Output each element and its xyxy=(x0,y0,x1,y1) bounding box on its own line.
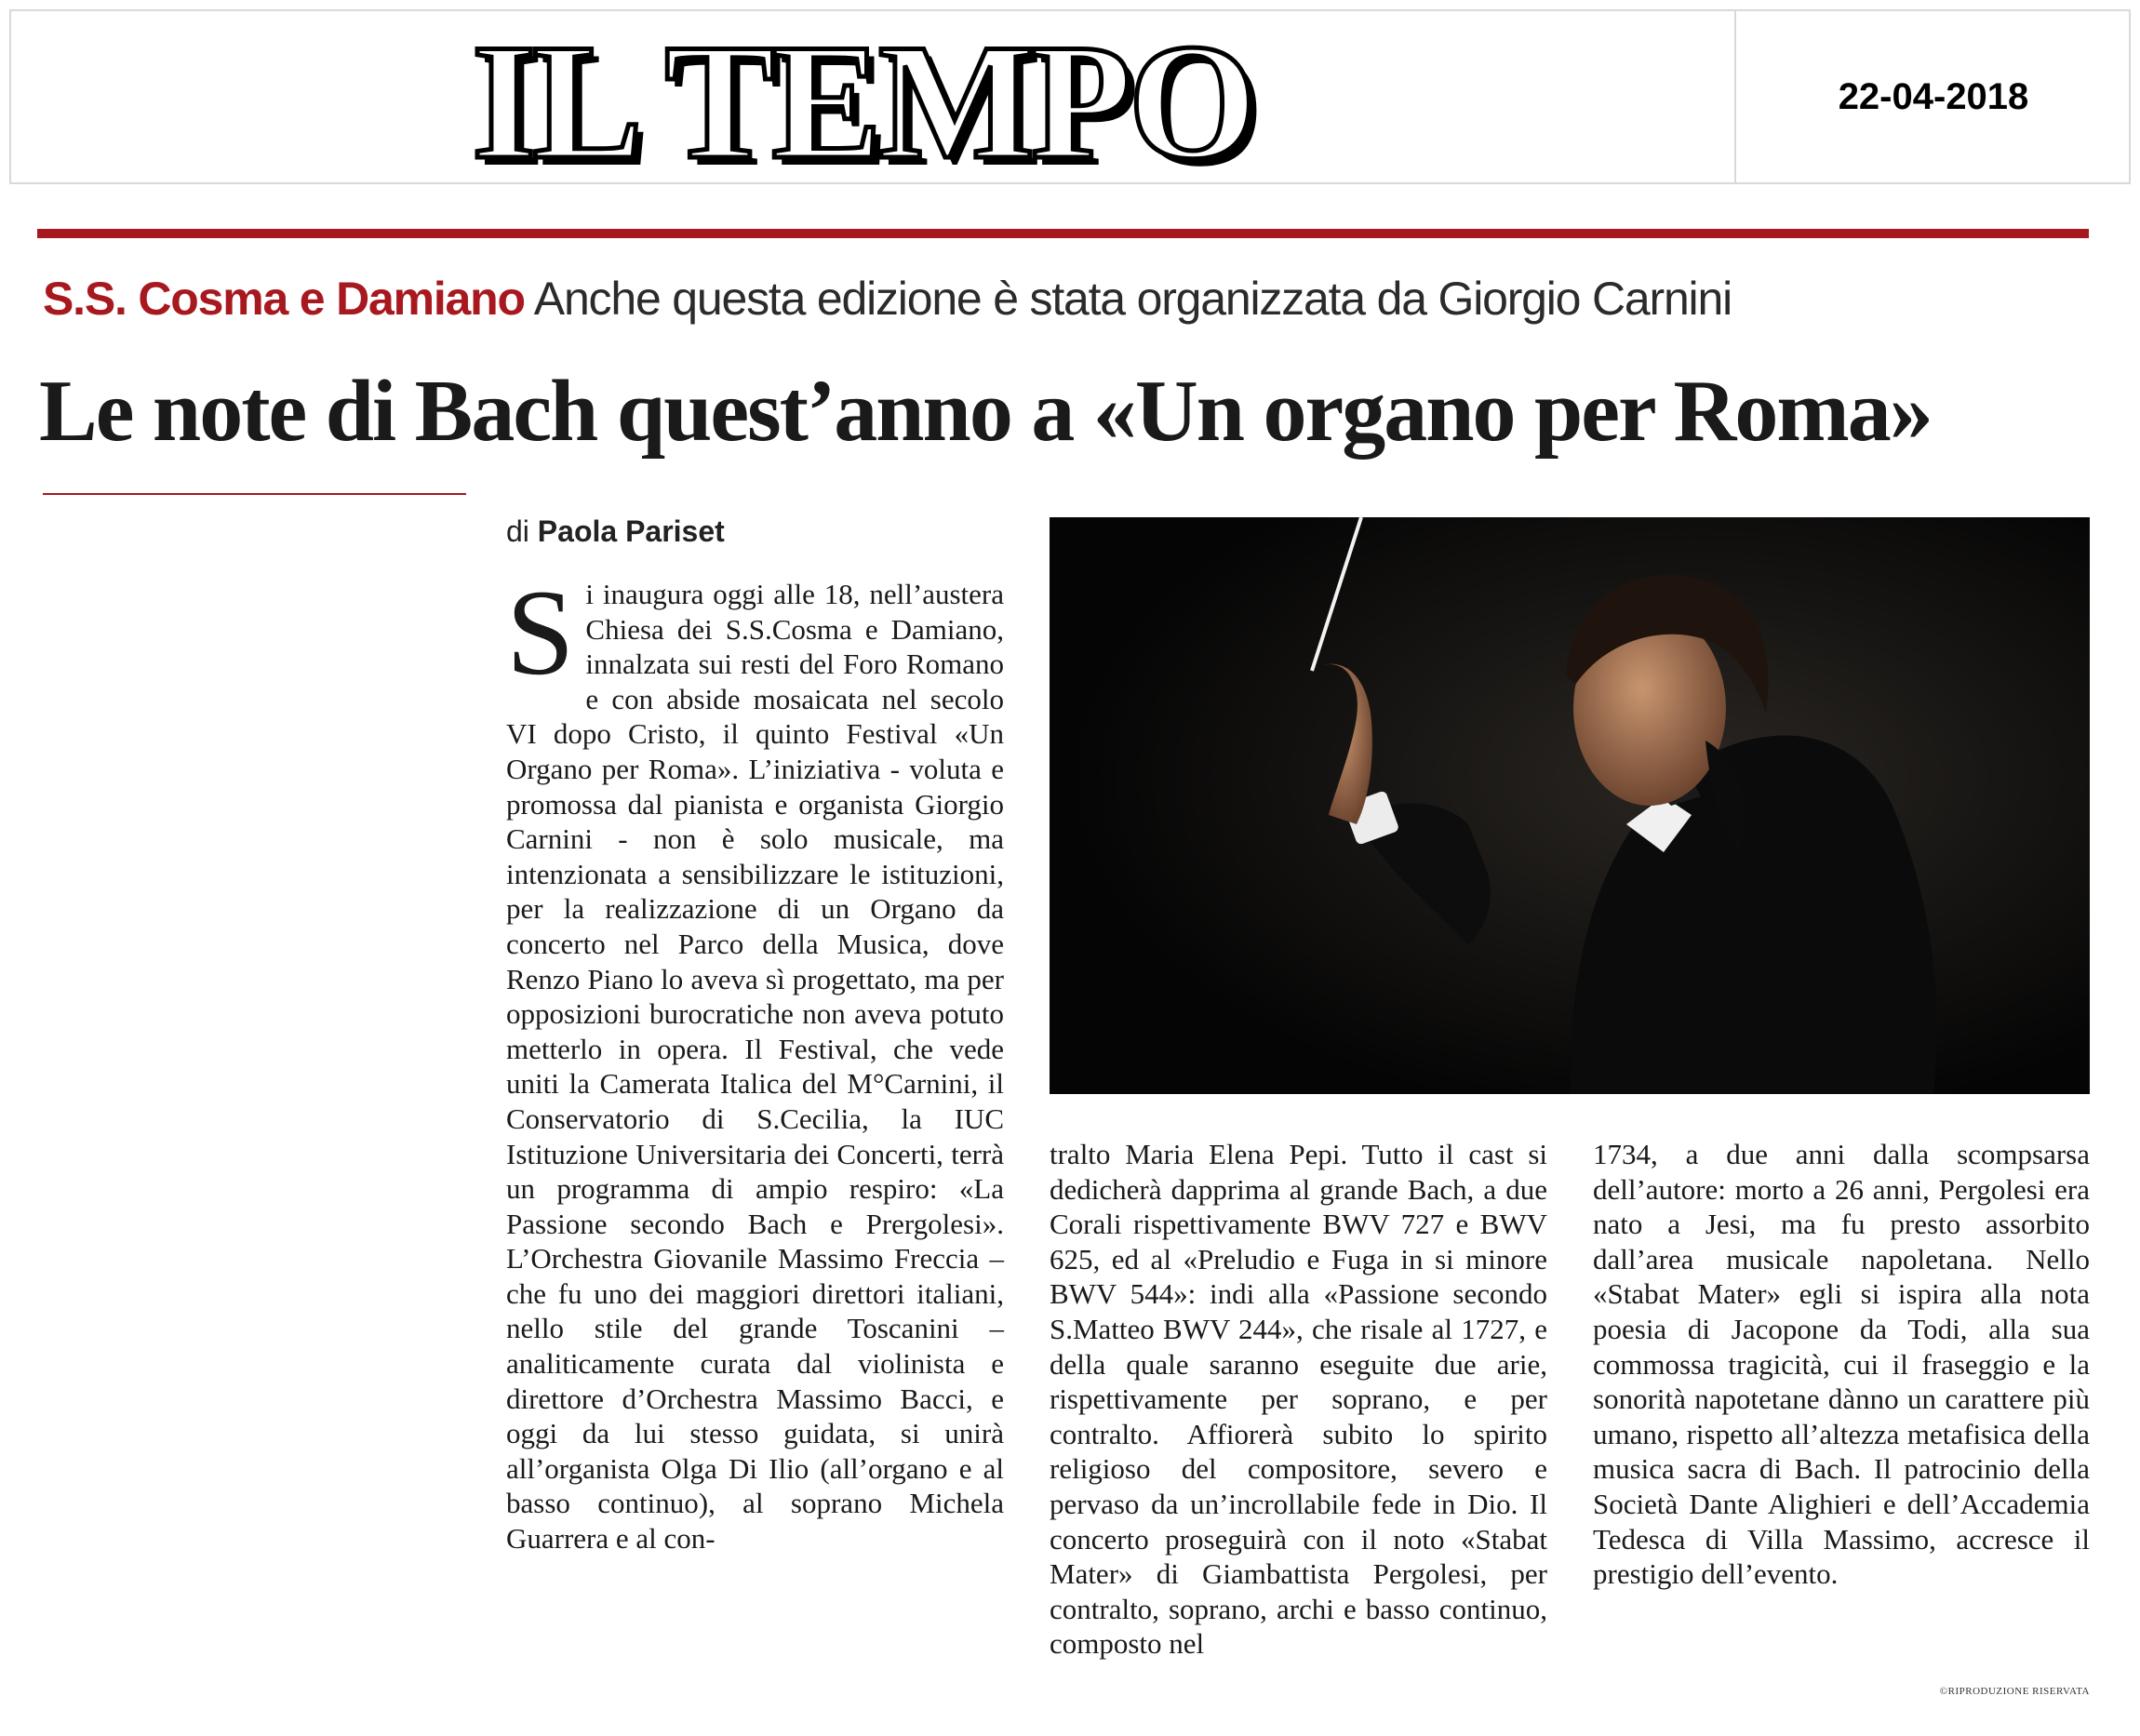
byline xyxy=(506,508,725,554)
masthead xyxy=(9,9,2131,194)
section-divider xyxy=(37,229,2089,238)
article-column-3: 1734, a due anni dalla scompsarsa dell’autore: morto a 26 anni, Pergolesi era nato a Jesi, ma fu presto assorbito dall’area musicale napoletana. Nello «Stabat Mater» egli si ispira alla nota poesia di Jacopone da Todi, alla sua commossa tragicità, cui il fraseggio e la sonorità napotetane dànno un carattere più umano, rispetto all’altezza metafisica della musica sacra di Bach. Il patrocinio della Società Dante Alighieri e dell’Accademia Tedesca di Villa Massimo, accresce il prestigio dell’evento. xyxy=(1593,1138,2090,1591)
kicker-text: Anche questa edizione è stata organizzata da Giorgio Carnini xyxy=(533,273,1732,325)
byline-author: Paola Pariset xyxy=(537,514,725,548)
kicker xyxy=(43,266,2090,331)
conductor-photo xyxy=(1050,517,2090,1094)
conductor-illustration xyxy=(1050,517,2090,1094)
kicker-place: S.S. Cosma e Damiano xyxy=(43,273,525,325)
headline-rule xyxy=(43,493,466,495)
article-column-1 xyxy=(506,564,1004,1693)
copyright-notice: ©RIPRODUZIONE RISERVATA xyxy=(1939,1686,2090,1697)
column-1-text: i inaugura oggi alle 18, nell’austera Chiesa dei S.S.Cosma e Damiano, innalzata sui resti del Foro Romano e con abside mosaicata nel secolo VI dopo Cristo, il quinto Festival «Un Organo per Roma». L’iniziativa - voluta e promossa dal pianista e organista Giorgio Carnini - non è solo musicale, ma intenzionata a sensibilizzare le istituzioni, per la realizzazione di un Organo da concerto nel Parco della Musica, dove Renzo Piano lo aveva sì progettato, ma per opposizioni burocratiche non aveva potuto metterlo in opera. Il Festival, che vede uniti la Camerata Italica del M°Carnini, il Conservatorio di S.Cecilia, la IUC Istituzione Universitaria dei Concerti, terrà un programma di ampio respiro: «La Passione secondo Bach e Prergolesi». L’Orchestra Giovanile Massimo Freccia – che fu uno dei maggiori direttori italiani, nello stile del grande Toscanini – analiticamente curata dal violinista e direttore d’Orchestra Massimo Bacci, e oggi da lui stesso guidata, si unirà all’organista Olga Di Ilio (all’organo e al basso continuo), al soprano Michela Guarrera e al con- xyxy=(506,578,1004,1556)
issue-date: 22-04-2018 xyxy=(1838,76,2029,117)
newspaper-logo: IL TEMPO xyxy=(472,9,1254,194)
drop-cap: S xyxy=(506,564,575,701)
headline: Le note di Bach quest’anno a «Un organo per Roma» xyxy=(39,363,1932,460)
byline-prefix: di xyxy=(506,514,529,548)
article-column-2: tralto Maria Elena Pepi. Tutto il cast si dedicherà dapprima al grande Bach, a due Corali rispettivamente BWV 727 e BWV 625, ed al «Preludio e Fuga in si minore BWV 544»: indi alla «Passione secondo S.Matteo BWV 244», che risale al 1727, e della quale saranno eseguite due arie, rispettivamente per soprano, e per contralto. Affiorerà subito lo spirito religioso del compositore, severo e pervaso da un’incrollabile fede in Dio. Il concerto proseguirà con il noto «Stabat Mater» di Giambattista Pergolesi, per contralto, soprano, archi e basso continuo, composto nel xyxy=(1050,1138,1547,1661)
